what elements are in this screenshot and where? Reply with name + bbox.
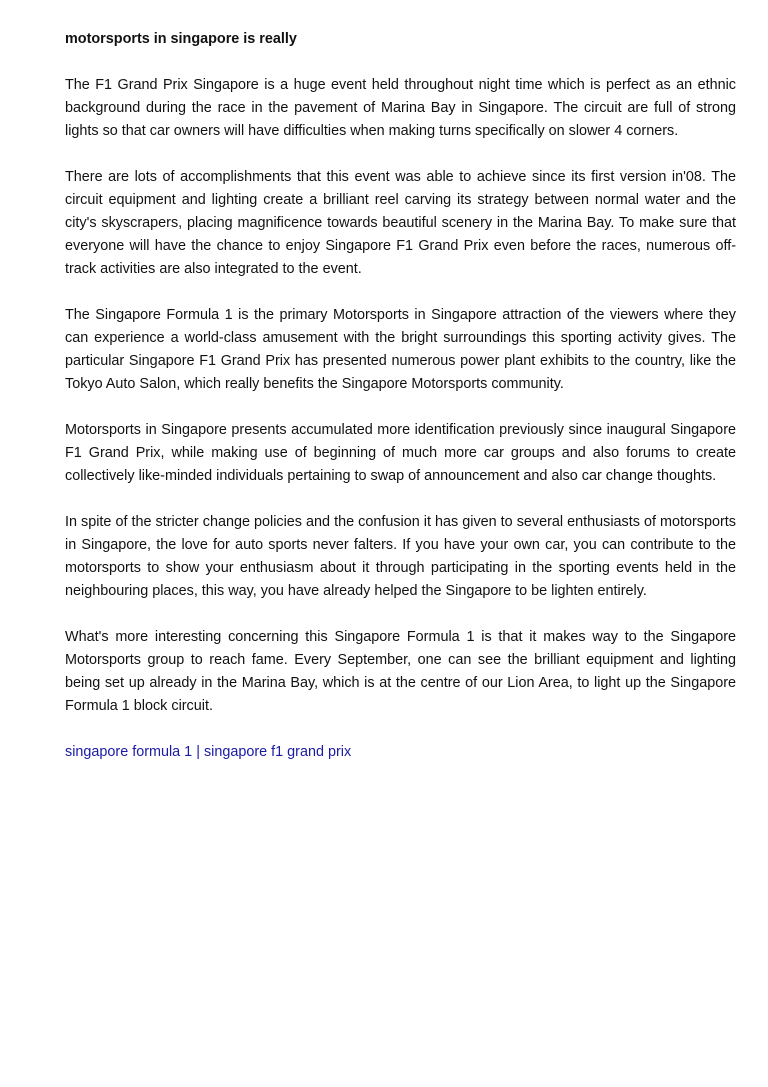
paragraph-4: Motorsports in Singapore presents accumulated more identification previously since inaugural Singapore F1 Grand Prix, while making use of beginning of much more car groups and also forums to create collectively like-minded individuals pertaining to swap of announcement and also car change thoughts. — [65, 422, 736, 484]
paragraph-1: The F1 Grand Prix Singapore is a huge event held throughout night time which is perfect as an ethnic background during the race in the pavement of Marina Bay in Singapore. The circuit are full of strong lights so that car owners will have difficulties when making turns specifically on slower 4 corners. — [65, 77, 736, 139]
paragraph-6: What's more interesting concerning this Singapore Formula 1 is that it makes way to the Singapore Motorsports group to reach fame. Every September, one can see the brilliant equipment and lighting being set up already in the Marina Bay, which is at the centre of our Lion Area, to light up the Singapore Formula 1 block circuit. — [65, 629, 736, 714]
link-singapore-f1-grand-prix[interactable]: singapore f1 grand prix — [203, 744, 352, 760]
document-title: motorsports in singapore is really — [65, 31, 297, 47]
paragraph-5: In spite of the stricter change policies and the confusion it has given to several enthusiasts of motorsports in Singapore, the love for auto sports never falters. If you have your own car, you can contribute to the motorsports to show your enthusiasm about it through participating in the sporting events held in the neighbouring places, this way, you have already helped the Singapore to be lighten entirely. — [65, 514, 736, 599]
link-singapore-formula-1[interactable]: singapore formula 1 — [65, 744, 193, 760]
link-separator: | — [196, 744, 200, 760]
paragraph-2: There are lots of accomplishments that this event was able to achieve since its first version in'08. The circuit equipment and lighting create a brilliant reel carving its strategy between normal water and the city's skyscrapers, placing magnificence towards beautiful scenery in the Marina Bay. To make sure that everyone will have the chance to enjoy Singapore F1 Grand Prix even before the races, numerous off-track activities are also integrated to the event. — [65, 169, 736, 277]
document-body — [65, 28, 736, 764]
related-links — [65, 741, 736, 764]
paragraph-3: The Singapore Formula 1 is the primary Motorsports in Singapore attraction of the viewers where they can experience a world-class amusement with the bright surroundings this sporting activity gives. The particular Singapore F1 Grand Prix has presented numerous power plant exhibits to the country, like the Tokyo Auto Salon, which really benefits the Singapore Motorsports community. — [65, 307, 736, 392]
